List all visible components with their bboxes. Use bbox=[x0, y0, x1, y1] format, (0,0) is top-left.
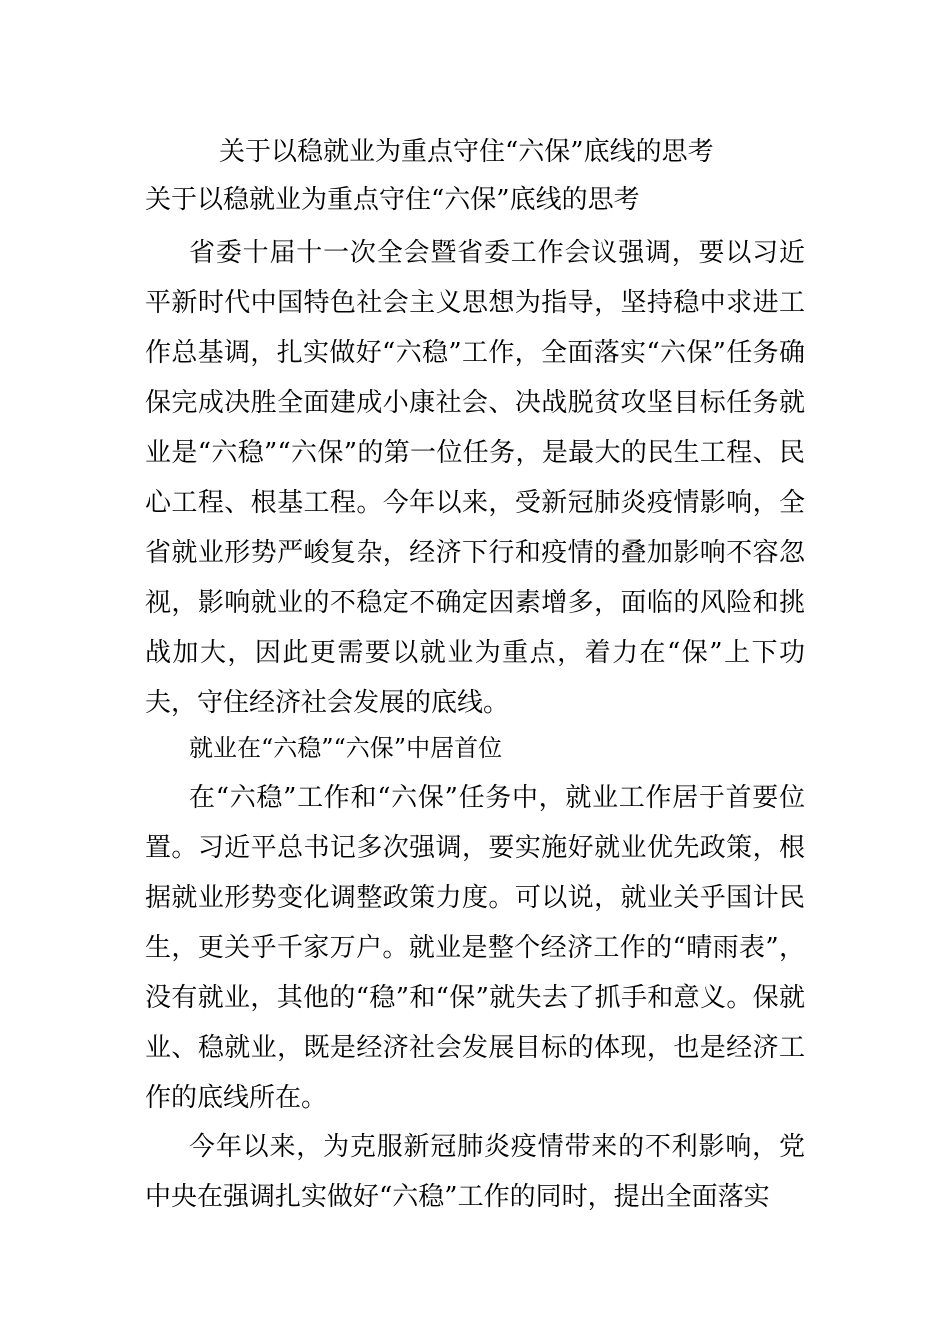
paragraph-employment-priority: 在“六稳”工作和“六保”任务中，就业工作居于首要位置。习近平总书记多次强调，要实施好就业优先政策，根据就业形势变化调整政策力度。可以说，就业关乎国计民生，更关乎千家万户。就业是整个经济工作的“晴雨表”，没有就业，其他的“稳”和“保”就失去了抓手和意义。保就业、稳就业，既是经济社会发展目标的体现，也是经济工作的底线所在。 bbox=[145, 783, 805, 1113]
paragraph-this-year: 今年以来，为克服新冠肺炎疫情带来的不利影响，党中央在强调扎实做好“六稳”工作的同时，提出全面落实 bbox=[145, 1132, 805, 1212]
section-heading: 就业在“六稳”“六保”中居首位 bbox=[189, 734, 503, 762]
document-title: 关于以稳就业为重点守住“六保”底线的思考 bbox=[219, 137, 714, 167]
document-subtitle: 关于以稳就业为重点守住“六保”底线的思考 bbox=[145, 185, 640, 215]
paragraph-intro: 省委十届十一次全会暨省委工作会议强调，要以习近平新时代中国特色社会主义思想为指导，坚持稳中求进工作总基调，扎实做好“六稳”工作，全面落实“六保”任务确保完成决胜全面建成小康社会、决战脱贫攻坚目标任务就业是“六稳”“六保”的第一位任务，是最大的民生工程、民心工程、根基工程。今年以来，受新冠肺炎疫情影响，全省就业形势严峻复杂，经济下行和疫情的叠加影响不容忽视，影响就业的不稳定不确定因素增多，面临的风险和挑战加大，因此更需要以就业为重点，着力在“保”上下功夫，守住经济社会发展的底线。 bbox=[145, 238, 805, 718]
